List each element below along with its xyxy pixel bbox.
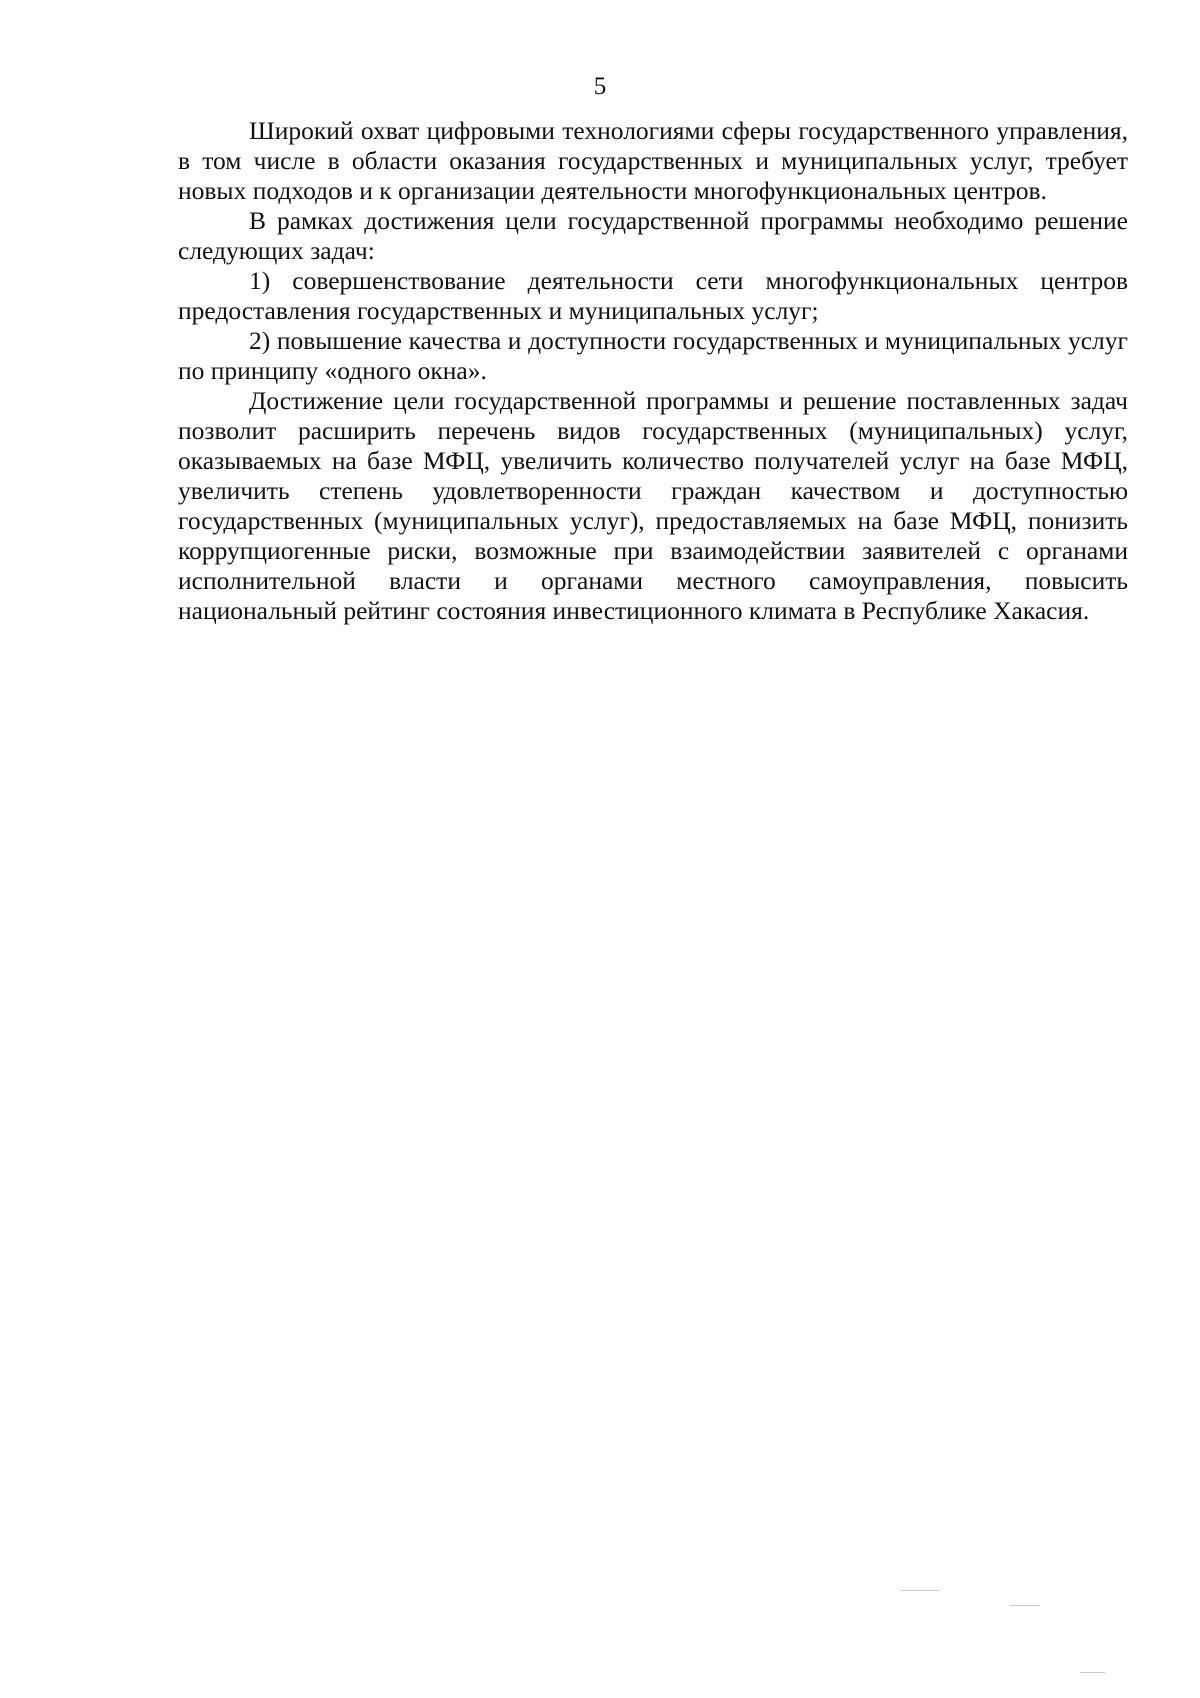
scan-artifact [1010, 1605, 1040, 1606]
document-body [178, 116, 1128, 626]
paragraph-task-2: 2) повышение качества и доступности государственных и муниципальных услуг по принципу «одного окна». [178, 326, 1128, 385]
paragraph-expected-results: Достижение цели государственной программы и решение поставленных задач позволит расширить перечень видов государственных (муниципальных) услуг, оказываемых на базе МФЦ, увеличить количество получателей услуг на базе МФЦ, увеличить степень удовлетворенности граждан качеством и доступностью государственных (муниципальных услуг), предоставляемых на базе МФЦ, понизить коррупциогенные риски, возможные при взаимодействии заявителей с органами исполнительной власти и органами местного самоуправления, повысить национальный рейтинг состояния инвестиционного климата в Республике Хакасия. [178, 386, 1128, 625]
scan-artifact [1080, 1672, 1105, 1673]
scan-artifact [900, 1590, 940, 1591]
paragraph-program-tasks-intro: В рамках достижения цели государственной программы необходимо решение следующих задач: [178, 206, 1128, 265]
paragraph-digital-technologies: Широкий охват цифровыми технологиями сферы государственного управления, в том числе в области оказания государственных и муниципальных услуг, требует новых подходов и к организации деятельности многофункциональных центров. [178, 116, 1128, 205]
paragraph-task-1: 1) совершенствование деятельности сети многофункциональных центров предоставления государственных и муниципальных услуг; [178, 266, 1128, 325]
page-number: 5 [593, 73, 607, 100]
